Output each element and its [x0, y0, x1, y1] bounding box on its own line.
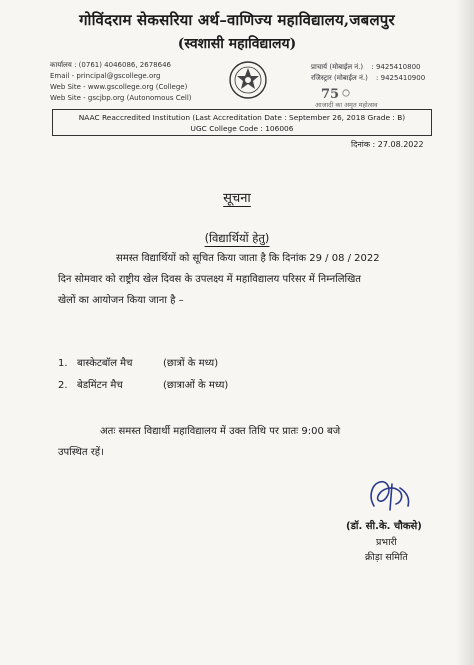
principal-mobile-label: प्राचार्य (मोबाईल नं.): [311, 63, 364, 71]
notice-subtitle: (विद्यार्थियों हेतु): [204, 231, 270, 245]
paragraph-2-line-1: अतः समस्त विद्यार्थी महाविद्यालय में उक्त तिथि पर प्रातः 9:00 बजे: [100, 426, 341, 437]
signatory-name: (डॉ. सी.के. चौकसे): [346, 521, 422, 532]
logo-text: आजादी का अमृत महोत्सव: [315, 101, 378, 109]
events-list: [58, 353, 228, 397]
contact-details-right: [311, 62, 425, 84]
website-college: Web Site - www.gscollege.org (College): [50, 83, 188, 91]
paragraph-1-line-1: समस्त विद्यार्थियों को सूचित किया जाता है कि दिनांक 29 / 08 / 2022: [116, 253, 380, 264]
list-item: [58, 353, 228, 375]
event-name: बेडमिंटन मैच: [77, 380, 123, 391]
event-name: बास्केटबॉल मैच: [77, 358, 133, 369]
paragraph-1-line-3: खेलों का आयोजन किया जाना है –: [58, 295, 184, 306]
handwritten-signature: [362, 476, 416, 518]
college-name: गोविंदराम सेकसरिया अर्थ–वाणिज्य महाविद्यालय,जबलपुर: [79, 11, 395, 29]
college-status: (स्वशासी महाविद्यालय): [177, 36, 297, 52]
notice-paragraph-1: [58, 248, 430, 311]
event-participants: (छात्राओं के मध्य): [163, 380, 229, 391]
principal-mobile-number: : 9425410800: [371, 63, 421, 71]
email-line: Email - principal@gscollege.org: [50, 72, 161, 80]
logo-number: 75: [321, 87, 340, 102]
registrar-mobile-number: : 9425410900: [376, 74, 426, 82]
notice-title: सूचना: [223, 191, 251, 206]
list-item: [58, 375, 228, 397]
event-participants: (छात्रों के मध्य): [163, 358, 219, 369]
event-number: 2.: [58, 380, 68, 391]
principal-mobile: [311, 62, 425, 73]
event-number: 1.: [58, 358, 68, 369]
college-emblem-icon: [228, 60, 268, 100]
paragraph-2-line-2: उपस्थित रहें।: [58, 447, 104, 458]
notice-date: दिनांक : 27.08.2022: [351, 140, 424, 149]
notice-paragraph-2: [58, 421, 430, 463]
website-autonomous: Web Site - gscjbp.org (Autonomous Cell): [50, 94, 192, 102]
contact-details-left: [50, 60, 192, 104]
accreditation-box: [52, 109, 432, 136]
signatory-title: प्रभारी: [376, 537, 397, 548]
naac-line: NAAC Reaccredited Institution (Last Accreditation Date : September 26, 2018 Grade : B): [78, 113, 406, 122]
ugc-code: UGC College Code : 106006: [190, 124, 294, 133]
office-phone: कार्यालय : (0761) 4046086, 2678646: [50, 61, 171, 69]
paragraph-1-line-2: दिन सोमवार को राष्ट्रीय खेल दिवस के उपलक्ष्य में महाविद्यालय परिसर में निम्नलिखित: [58, 274, 361, 285]
azadi-ka-amrit-mahotsav-logo: [313, 86, 413, 110]
registrar-mobile: [311, 73, 425, 84]
registrar-mobile-label: रजिस्ट्रार (मोबाईल नं.): [311, 74, 368, 82]
signatory-department: क्रीड़ा समिति: [365, 552, 408, 563]
